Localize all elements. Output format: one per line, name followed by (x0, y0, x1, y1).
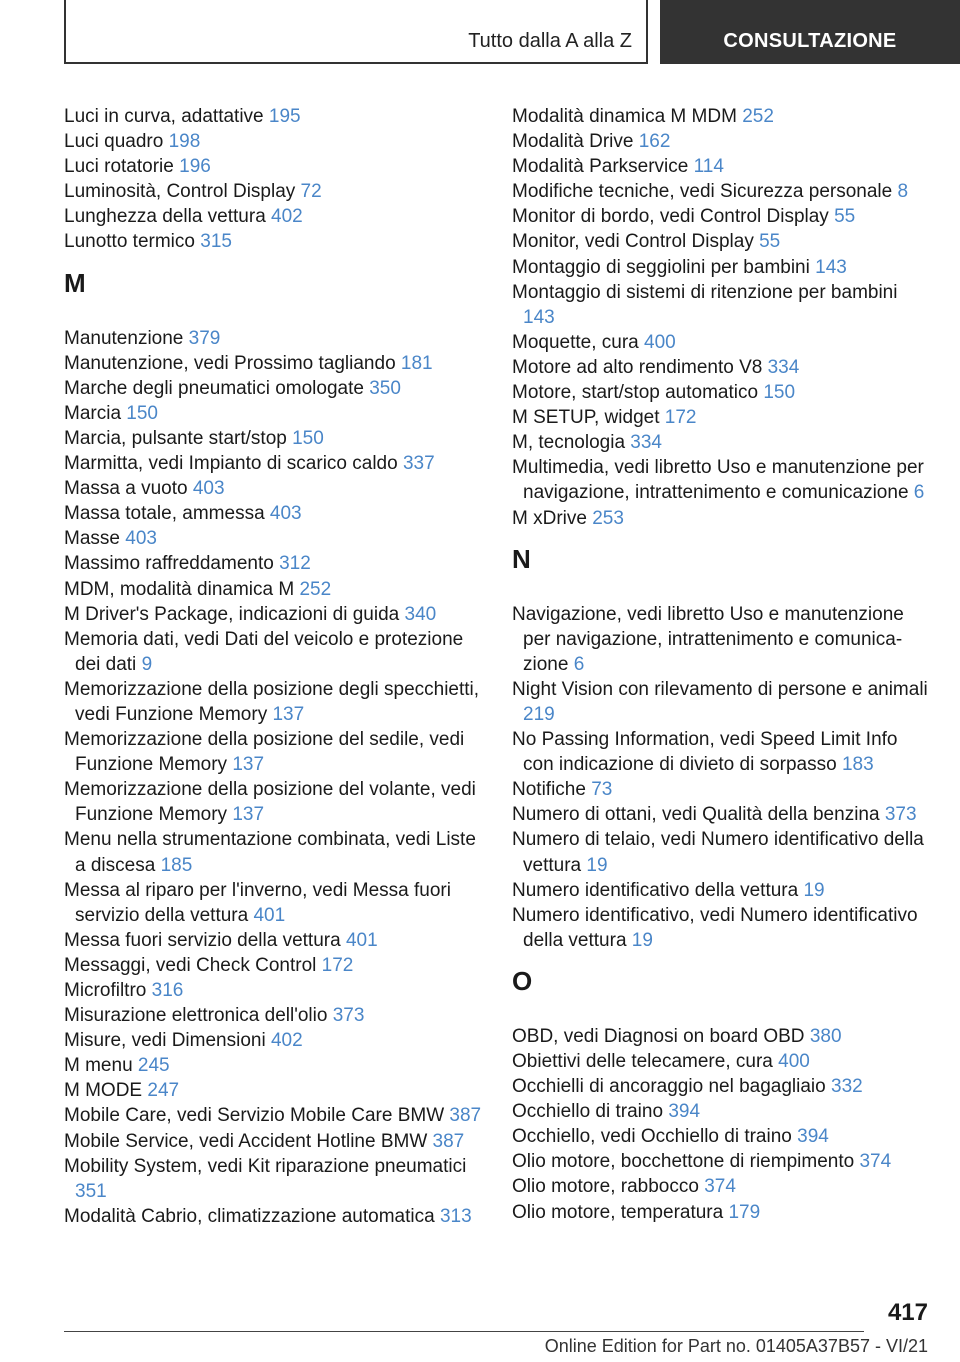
index-entry-text: Occhiello, vedi Occhiello di traino (512, 1126, 792, 1148)
section-tab (64, 0, 648, 64)
index-entry-text: Massa a vuoto (64, 478, 188, 500)
index-entry (512, 602, 932, 677)
index-entry-text: Misure, vedi Dimensioni (64, 1030, 266, 1052)
index-entry (512, 255, 932, 280)
index-entry-text: Lunotto termico (64, 231, 195, 253)
index-column-left (64, 104, 484, 1229)
page-reference-link[interactable]: 373 (884, 804, 917, 826)
page-reference-link[interactable]: 315 (200, 231, 232, 253)
index-entry (64, 1003, 484, 1028)
index-entry (512, 229, 932, 254)
index-entry-text: Numero identificativo, vedi Numero identificativo della vettura (512, 904, 918, 951)
page-reference-link[interactable]: 245 (137, 1055, 170, 1077)
page-reference-link[interactable]: 316 (151, 980, 184, 1001)
page-reference-link[interactable]: 55 (759, 231, 781, 253)
index-entry-text: Marcia, pulsante start/stop (64, 427, 287, 449)
page-reference-link[interactable]: 402 (270, 1030, 303, 1052)
index-entry-text: Modalità dinamica M MDM (512, 106, 737, 127)
index-entry (64, 154, 484, 179)
index-entry-text: Manutenzione, vedi Prossimo tagliando (64, 352, 396, 374)
index-entry (512, 1074, 932, 1099)
footer-divider (64, 1331, 864, 1332)
index-entry (512, 455, 932, 505)
index-entry-text: Marcia (64, 402, 122, 424)
page-reference-link[interactable]: 253 (592, 507, 624, 529)
page-reference-link[interactable]: 350 (369, 377, 401, 399)
index-entry (512, 1049, 932, 1074)
chapter-title: CONSULTAZIONE (723, 30, 897, 52)
page-reference-link[interactable]: 137 (272, 703, 305, 725)
page-reference-link[interactable]: 185 (160, 854, 193, 876)
index-entry-text: Moquette, cura (512, 331, 639, 353)
index-entry (64, 602, 484, 627)
index-entry (64, 577, 484, 602)
index-entry (64, 953, 484, 978)
page-reference-link[interactable]: 252 (299, 578, 332, 600)
page-reference-link[interactable]: 334 (767, 356, 800, 378)
index-entry-text: Olio motore, bocchettone di riempimento (512, 1151, 855, 1173)
index-entry-text: Olio motore, rabbocco (512, 1176, 699, 1198)
index-entry-text: M MODE (64, 1080, 143, 1102)
page-reference-link[interactable]: 150 (763, 382, 796, 404)
page-reference-link[interactable]: 334 (630, 432, 662, 454)
index-entry (512, 355, 932, 380)
page-reference-link[interactable]: 143 (523, 306, 555, 328)
index-entry (512, 903, 932, 953)
index-entry-text: Olio motore, temperatura (512, 1201, 724, 1223)
page-reference-link[interactable]: 114 (693, 156, 724, 178)
index-entry-text: Menu nella strumentazione combinata, vedi Liste a discesa (64, 829, 476, 876)
index-entry-text: M, tecnologia (512, 432, 626, 454)
index-entry (64, 376, 484, 401)
index-entry-text: Manutenzione (64, 327, 184, 349)
index-entry-text: Messa fuori servizio della vettura (64, 929, 341, 951)
index-entry-text: Numero identificativo della vettura (512, 879, 799, 901)
page-reference-link[interactable]: 337 (402, 453, 435, 475)
chapter-tab (660, 0, 960, 64)
index-letter-heading: O (512, 965, 533, 996)
index-entry-text: Marmitta, vedi Impianto di scarico caldo (64, 453, 398, 475)
index-entry-text: Marche degli pneumatici omologate (64, 377, 364, 399)
page-reference-link[interactable]: 73 (591, 779, 613, 801)
index-entry-text: Mobile Service, vedi Accident Hotline BMW (64, 1130, 428, 1152)
page-reference-link[interactable]: 313 (439, 1205, 472, 1227)
index-entry-text: M SETUP, widget (512, 407, 660, 429)
page-reference-link[interactable]: 247 (147, 1080, 180, 1102)
page-reference-link[interactable]: 394 (797, 1126, 829, 1148)
index-entry-text: MDM, modalità dinamica M (64, 578, 295, 600)
index-entry (64, 401, 484, 426)
page-reference-link[interactable]: 150 (126, 402, 158, 424)
page-reference-link[interactable]: 373 (332, 1005, 365, 1027)
index-entry (512, 104, 932, 129)
index-entry-text: Occhiello di traino (512, 1101, 664, 1123)
edition-note: Online Edition for Part no. 01405A37B57 - VI/21 (544, 1336, 928, 1356)
index-entry (512, 506, 932, 531)
page-reference-link[interactable]: 394 (668, 1101, 701, 1123)
index-entry-text: Messa al riparo per l'inverno, vedi Messa fuori servizio della vettura (64, 879, 451, 926)
page-reference-link[interactable]: 19 (803, 879, 825, 901)
index-entry-text: Mobility System, vedi Kit riparazione pneumatici (64, 1155, 467, 1177)
index-entry (64, 978, 484, 1003)
index-entry-text: Navigazione, vedi libretto Uso e manutenzione per navigazione, intrattenimento e comunicazione (512, 603, 904, 675)
page-reference-link[interactable]: 374 (859, 1151, 892, 1173)
page-reference-link[interactable]: 137 (232, 804, 265, 826)
page-reference-link[interactable]: 8 (897, 181, 909, 203)
index-entry (64, 551, 484, 576)
index-entry-text: Messaggi, vedi Check Control (64, 954, 317, 976)
index-entry-text: Montaggio di seggiolini per bambini (512, 256, 810, 278)
index-entry (64, 204, 484, 229)
index-entry (64, 677, 484, 727)
index-entry (64, 451, 484, 476)
index-entry (512, 1099, 932, 1124)
page-reference-link[interactable]: 401 (253, 904, 286, 926)
index-entry (64, 229, 484, 254)
index-entry-text: Mobile Care, vedi Servizio Mobile Care BMW (64, 1105, 445, 1127)
page-reference-link[interactable]: 401 (345, 929, 378, 951)
index-entry-text: Luci rotatorie (64, 156, 174, 178)
index-entry-text: Monitor di bordo, vedi Control Display (512, 206, 829, 228)
page-reference-link[interactable]: 143 (815, 256, 847, 278)
index-entry (64, 1204, 484, 1229)
index-entry (64, 326, 484, 351)
index-letter-heading: N (512, 543, 531, 574)
index-entry-text: Multimedia, vedi libretto Uso e manutenzione per navigazione, intrattenimento e comunicazione (512, 457, 924, 504)
index-entry-text: M xDrive (512, 507, 587, 529)
index-entry-text: Modalità Cabrio, climatizzazione automatica (64, 1205, 435, 1227)
index-column-right (512, 104, 932, 1225)
index-entry-text: Numero di ottani, vedi Qualità della benzina (512, 804, 880, 826)
index-entry (64, 928, 484, 953)
index-entry (512, 1149, 932, 1174)
index-entry-text: Memoria dati, vedi Dati del veicolo e protezione dei dati (64, 628, 464, 675)
index-entry (512, 1024, 932, 1049)
index-entry-text: Modalità Parkservice (512, 156, 689, 178)
index-entry (64, 627, 484, 677)
index-entry (64, 777, 484, 827)
page-reference-link[interactable]: 6 (913, 482, 925, 504)
index-entry-text: Motore, start/stop automatico (512, 382, 759, 404)
page-reference-link[interactable]: 150 (292, 427, 324, 449)
index-entry (512, 777, 932, 802)
index-entry (512, 129, 932, 154)
index-entry-text: M menu (64, 1055, 133, 1077)
page-header (64, 0, 960, 64)
page-reference-link[interactable]: 162 (638, 131, 671, 153)
index-entry (64, 426, 484, 451)
index-entry-text: Numero di telaio, vedi Numero identificativo della vettura (512, 829, 924, 876)
index-entry (64, 727, 484, 777)
index-letter-heading: M (64, 267, 86, 298)
page-reference-link[interactable]: 195 (268, 106, 301, 127)
index-entry (512, 330, 932, 355)
index-entry-text: Modifiche tecniche, vedi Sicurezza personale (512, 181, 893, 203)
page-reference-link[interactable]: 196 (179, 156, 211, 178)
index-entry (512, 1174, 932, 1199)
index-entry (64, 827, 484, 877)
index-entry (64, 476, 484, 501)
page-reference-link[interactable]: 312 (279, 553, 311, 575)
index-entry-text: Obiettivi delle telecamere, cura (512, 1051, 773, 1072)
page-reference-link[interactable]: 403 (125, 528, 157, 550)
page-reference-link[interactable]: 6 (573, 653, 585, 675)
index-entry-text: Lunghezza della vettura (64, 206, 266, 228)
index-entry (64, 526, 484, 551)
index-entry-text: Luci quadro (64, 131, 164, 153)
page-reference-link[interactable]: 172 (664, 407, 697, 429)
index-entry-text: Masse (64, 528, 120, 550)
page-reference-link[interactable]: 380 (809, 1025, 842, 1047)
index-entry (64, 104, 484, 129)
index-entry (512, 204, 932, 229)
index-entry (64, 129, 484, 154)
index-entry (512, 802, 932, 827)
page-reference-link[interactable]: 379 (188, 327, 221, 349)
index-entry (64, 878, 484, 928)
index-entry (512, 179, 932, 204)
index-entry-text: OBD, vedi Diagnosi on board OBD (512, 1025, 805, 1047)
index-entry-text: Monitor, vedi Control Display (512, 231, 754, 253)
index-entry (512, 430, 932, 455)
index-entry-text: Misurazione elettronica dell'olio (64, 1005, 328, 1027)
page-reference-link[interactable]: 9 (141, 653, 153, 675)
page-reference-link[interactable]: 400 (644, 331, 676, 353)
page-reference-link[interactable]: 351 (75, 1180, 107, 1202)
index-entry (512, 878, 932, 903)
page-reference-link[interactable]: 252 (742, 106, 774, 127)
page-reference-link[interactable]: 387 (432, 1130, 465, 1152)
index-entry (512, 827, 932, 877)
index-entry-text: Microfiltro (64, 980, 147, 1001)
index-entry (512, 677, 932, 727)
page-reference-link[interactable]: 19 (631, 929, 653, 951)
page-reference-link[interactable]: 402 (271, 206, 303, 228)
index-entry-text: Massimo raffreddamento (64, 553, 274, 575)
index-entry (64, 179, 484, 204)
index-entry-text: Night Vision con rilevamento di persone e animali (512, 678, 928, 700)
page-reference-link[interactable]: 179 (728, 1201, 761, 1223)
index-entry-text: Luci in curva, adattative (64, 106, 264, 127)
index-entry (64, 501, 484, 526)
index-entry-text: Occhielli di ancoraggio nel bagagliaio (512, 1076, 826, 1098)
index-entry (512, 380, 932, 405)
index-entry (512, 727, 932, 777)
index-entry-text: Motore ad alto rendimento V8 (512, 356, 763, 378)
page-reference-link[interactable]: 72 (300, 181, 322, 203)
page-reference-link[interactable]: 198 (168, 131, 201, 153)
page-reference-link[interactable]: 340 (404, 603, 437, 625)
page-reference-link[interactable]: 172 (321, 954, 354, 976)
index-entry-text: Luminosità, Control Display (64, 181, 296, 203)
section-title: Tutto dalla A alla Z (468, 30, 632, 52)
page-reference-link[interactable]: 403 (269, 503, 302, 525)
page-reference-link[interactable]: 403 (192, 478, 225, 500)
index-entry-text: M Driver's Package, indicazioni di guida (64, 603, 400, 625)
page-reference-link[interactable]: 181 (400, 352, 433, 374)
index-entry (512, 1124, 932, 1149)
page-reference-link[interactable]: 219 (523, 703, 555, 725)
index-entry-text: Notifiche (512, 779, 586, 801)
index-entry (512, 1200, 932, 1225)
index-entry-text: Montaggio di sistemi di ritenzione per bambini (512, 281, 898, 303)
index-entry (512, 280, 932, 330)
index-entry (64, 1028, 484, 1053)
index-entry (64, 1103, 484, 1128)
page-reference-link[interactable]: 55 (834, 206, 856, 228)
page-reference-link[interactable]: 19 (586, 854, 608, 876)
index-entry-text: Massa totale, ammessa (64, 503, 265, 525)
index-entry (64, 1078, 484, 1103)
index-entry (64, 1129, 484, 1154)
index-entry-text: Modalità Drive (512, 131, 634, 153)
page-reference-link[interactable]: 137 (232, 754, 265, 776)
index-entry (64, 1154, 484, 1204)
index-entry (512, 154, 932, 179)
page-reference-link[interactable]: 374 (704, 1176, 736, 1198)
page-reference-link[interactable]: 400 (778, 1051, 810, 1072)
page-reference-link[interactable]: 387 (449, 1105, 482, 1127)
page-reference-link[interactable]: 183 (841, 754, 874, 776)
index-entry-text: Memorizzazione della posizione del volante, vedi Funzione Memory (64, 779, 476, 826)
index-entry-text: No Passing Information, vedi Speed Limit Info con indicazione di divieto di sorpasso (512, 729, 898, 776)
index-entry (64, 351, 484, 376)
index-entry-text: Memorizzazione della posizione del sedile, vedi Funzione Memory (64, 729, 465, 776)
index-entry-text: Memorizzazione della posizione degli specchietti, vedi Funzione Memory (64, 678, 480, 725)
page-number: 417 (887, 1299, 928, 1326)
index-entry (512, 405, 932, 430)
page-reference-link[interactable]: 332 (831, 1076, 863, 1098)
index-entry (64, 1053, 484, 1078)
